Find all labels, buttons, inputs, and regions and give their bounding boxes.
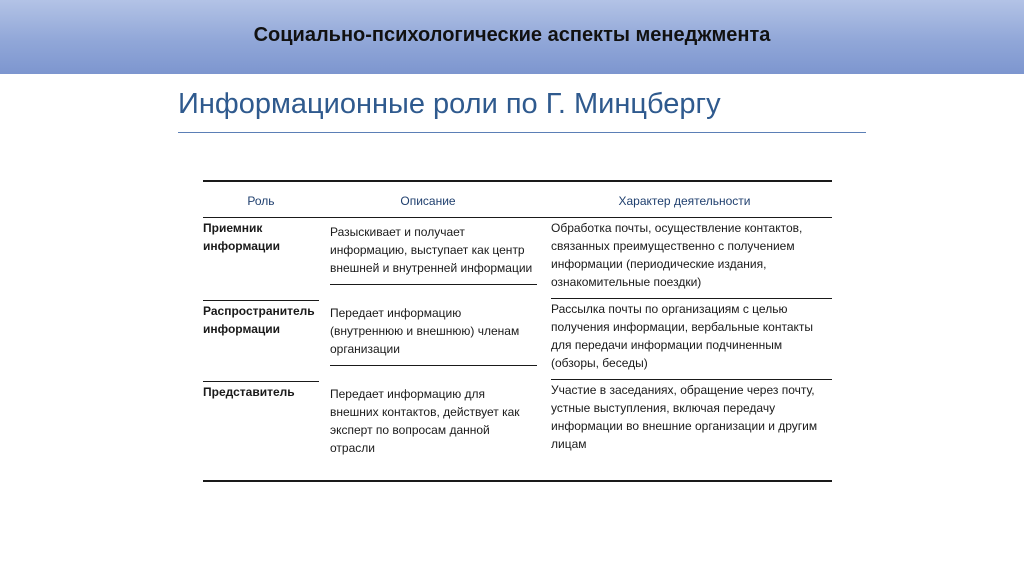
role-description: Передает информацию для внешних контактов, действует как эксперт по вопросам данной отрасли [330, 387, 520, 455]
role-name: Представитель [203, 381, 319, 401]
table-row [203, 299, 832, 380]
role-description: Передает информацию (внутреннюю и внешнюю) членам организации [330, 304, 537, 366]
description-cell [319, 380, 537, 481]
role-description: Разыскивает и получает информацию, выступает как центр внешней и внутренней информации [330, 223, 537, 285]
role-name: Приемник информации [203, 221, 280, 253]
role-cell [203, 380, 319, 481]
column-header-role: Роль [247, 194, 275, 208]
role-activity: Рассылка почты по организациям с целью получения информации, вербальные контакты для передачи информации подчиненным (обзоры, беседы) [551, 300, 832, 380]
activity-cell [537, 380, 832, 481]
table-row [203, 380, 832, 481]
role-name: Распространитель информации [203, 300, 319, 338]
table-row [203, 218, 832, 300]
description-cell [319, 218, 537, 300]
role-cell [203, 218, 319, 300]
activity-cell [537, 299, 832, 380]
page-title: Информационные роли по Г. Минцбергу [178, 88, 721, 120]
header-title: Социально-психологические аспекты менеджмента [253, 24, 771, 46]
column-header-description: Описание [400, 194, 456, 208]
table-header-row [203, 181, 832, 218]
roles-table [203, 180, 832, 482]
role-activity: Обработка почты, осуществление контактов, связанных преимущественно с получением информации (периодические издания, ознакомительные поездки) [551, 219, 832, 299]
description-cell [319, 299, 537, 380]
title-divider [178, 132, 866, 133]
role-cell [203, 299, 319, 380]
role-activity: Участие в заседаниях, обращение через почту, устные выступления, включая передачу информации во внешние организации и другим лицам [551, 383, 818, 451]
column-header-activity: Характер деятельности [618, 194, 751, 208]
activity-cell [537, 218, 832, 300]
